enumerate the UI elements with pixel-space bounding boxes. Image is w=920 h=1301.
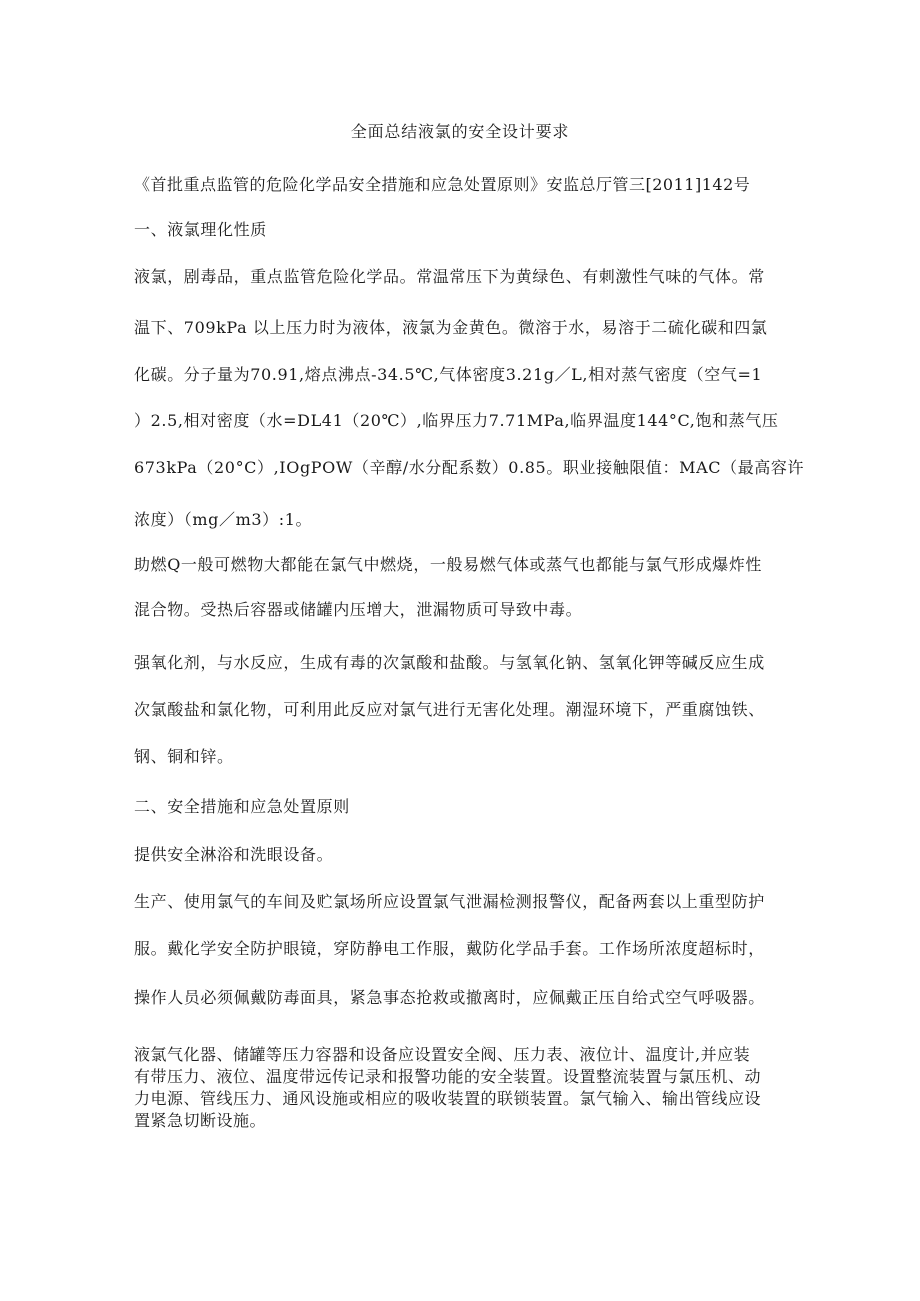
section2-para2-line: 生产、使用氯气的车间及贮氯场所应设置氯气泄漏检测报警仪，配备两套以上重型防护	[134, 892, 765, 911]
section2-para3-line: 力电源、管线压力、通风设施或相应的吸收装置的联锁装置。氯气输入、输出管线应设	[134, 1089, 762, 1108]
section1-para1-line: 温下、709kPa 以上压力时为液体，液氯为金黄色。微溶于水，易溶于二硫化碳和四氯	[134, 318, 768, 337]
section1-para1-line: 化碳。分子量为70.91,熔点沸点-34.5℃,气体密度3.21g／L,相对蒸气密度（空气=1	[134, 365, 763, 384]
section1-para3-line: 钢、铜和锌。	[134, 747, 234, 766]
section1-para3-line: 强氧化剂，与水反应，生成有毒的次氯酸和盐酸。与氢氧化钠、氢氧化钾等碱反应生成	[134, 653, 765, 672]
document-subtitle: 《首批重点监管的危险化学品安全措施和应急处置原则》安监总厅管三[2011]142号	[134, 175, 751, 194]
section1-para2-line: 混合物。受热后容器或储罐内压增大，泄漏物质可导致中毒。	[134, 600, 583, 619]
section1-para1-line: 673kPa（20°C）,IOgPOW（辛醇/水分配系数）0.85。职业接触限值：MAC（最高容许	[134, 458, 805, 477]
document-title: 全面总结液氯的安全设计要求	[350, 122, 570, 141]
section2-para3-line: 置紧急切断设施。	[134, 1111, 267, 1130]
section2-heading: 二、安全措施和应急处置原则	[134, 797, 350, 816]
section1-heading: 一、液氯理化性质	[134, 220, 267, 239]
section1-para1-line: 浓度）（mg／m3）:1。	[134, 510, 313, 529]
section2-para3-line: 有带压力、液位、温度带远传记录和报警功能的安全装置。设置整流装置与氯压机、动	[134, 1067, 762, 1086]
section1-para1-line: ）2.5,相对密度（水=DL41（20℃）,临界压力7.71MPa,临界温度144°C,饱和蒸气压	[134, 411, 779, 430]
section2-para2-line: 操作人员必须佩戴防毒面具，紧急事态抢救或撤离时，应佩戴正压自给式空气呼吸器。	[134, 988, 765, 1007]
section1-para3-line: 次氯酸盐和氯化物，可利用此反应对氯气进行无害化处理。潮湿环境下，严重腐蚀铁、	[134, 700, 765, 719]
section2-para1: 提供安全淋浴和洗眼设备。	[134, 845, 334, 864]
section1-para1-line: 液氯，剧毒品，重点监管危险化学品。常温常压下为黄绿色、有刺激性气味的气体。常	[134, 267, 765, 286]
section2-para3	[134, 1044, 789, 1132]
section2-para3-line: 液氯气化器、储罐等压力容器和设备应设置安全阀、压力表、液位计、温度计,并应装	[134, 1045, 751, 1064]
section1-para2-line: 助燃Q一般可燃物大都能在氯气中燃烧，一般易燃气体或蒸气也都能与氯气形成爆炸性	[134, 555, 762, 574]
section2-para2-line: 服。戴化学安全防护眼镜，穿防静电工作服，戴防化学品手套。工作场所浓度超标时，	[134, 939, 765, 958]
